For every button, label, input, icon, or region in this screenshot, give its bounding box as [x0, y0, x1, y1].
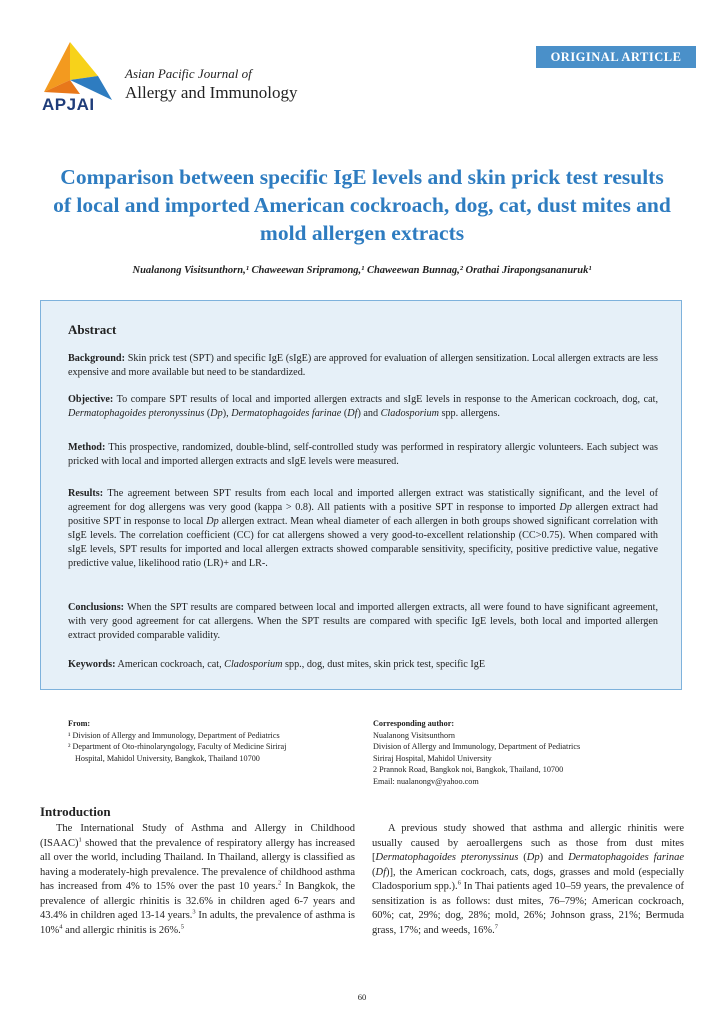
- corresponding-email: Email: nualanongv@yahoo.com: [373, 776, 479, 786]
- corresponding-name: Nualanong Visitsunthorn: [373, 730, 455, 740]
- affiliation-2-cont: Hospital, Mahidol University, Bangkok, Thailand 10700: [75, 753, 260, 763]
- corresponding-author-block: [373, 718, 693, 787]
- corresponding-division: Division of Allergy and Immunology, Department of Pediatrics: [373, 742, 581, 751]
- article-type-badge: ORIGINAL ARTICLE: [536, 46, 696, 68]
- introduction-left-column: The International Study of Asthma and Allergy in Childhood (ISAAC)$^1$ showed that the prevalence of respiratory allergy has increased all over the world, including Thailand. In Thailand, allergy is classified as having a moderately-high prevalence. The prevalence of childhood asthma has increased from 4% to 15% over the past 10 years.$^2$ In Bangkok, the prevalence of allergic rhinitis is 32.6% in children aged 6-7 years and 43.4% in children aged 13-14 years.$^3$ In adults, the prevalence of asthma is 10%$^4$ and allergic rhinitis is 26%.$^5$: [40, 823, 355, 936]
- corresponding-address: 2 Prannok Road, Bangkok noi, Bangkok, Thailand, 10700: [373, 765, 564, 774]
- affiliation-2: ² Department of Oto-rhinolaryngology, Faculty of Medicine Siriraj: [68, 742, 287, 751]
- corresponding-heading: Corresponding author:: [373, 719, 455, 728]
- abstract-method: Method: This prospective, randomized, double-blind, self-controlled study was performed in respiratory allergic volunteers. Each subject was pricked with local and imported allergen extracts and sIgE levels were measured.: [68, 442, 658, 467]
- logo-text: APJAI: [42, 95, 95, 114]
- introduction-heading: Introduction: [40, 804, 111, 819]
- abstract-objective: Objective: To compare SPT results of local and imported allergen extracts and sIgE levels in response to the American cockroach, dog, cat, Dermatophagoides pteronyssinus (Dp), Dermatophagoides farinae (Df) and Cladosporium spp. allergens.: [68, 394, 658, 419]
- from-heading: From:: [68, 719, 91, 728]
- abstract-keywords: Keywords: American cockroach, cat, Cladosporium spp., dog, dust mites, skin prick test, specific IgE: [68, 659, 486, 670]
- author-list: Nualanong Visitsunthorn,¹ Chaweewan Sripramong,¹ Chaweewan Bunnag,² Orathai Jirapongsananuruk¹: [132, 265, 592, 276]
- affiliations-block: [68, 718, 358, 764]
- abstract-conclusions: Conclusions: When the SPT results are compared between local and imported allergen extracts, all were found to have significant agreement, with very good agreement for cat allergens. When the SPT results are compared with specific IgE levels, both local and imported allergen extract provided comparable validity.: [68, 602, 658, 641]
- corresponding-hospital: Siriraj Hospital, Mahidol University: [373, 753, 492, 763]
- journal-name-line1: Asian Pacific Journal of: [125, 66, 252, 81]
- affiliation-1: ¹ Division of Allergy and Immunology, Department of Pediatrics: [68, 730, 280, 740]
- abstract-background: Background: Skin prick test (SPT) and specific IgE (sIgE) are approved for evaluation of allergen sensitization. Local allergen extracts are less expensive and more available but need to be standardized.: [68, 353, 658, 378]
- paper-title: Comparison between specific IgE levels and skin prick test results of local and imported American cockroach, dog, cat, dust mites and mold allergen extracts: [53, 165, 671, 245]
- page-number: 60: [357, 992, 367, 1002]
- journal-name-line2: Allergy and Immunology: [125, 83, 298, 102]
- introduction-right-column: A previous study showed that asthma and allergic rhinitis were usually caused by aeroallergens such as those from dust mites [Dermatophagoides pteronyssinus (Dp) and Dermatophagoides farinae (Df)], the American cockroach, cats, dogs, grasses and mold (especially Cladosporium spp.).$^6$ In Thai patients aged 10–59 years, the prevalence of sensitization is as follows: dust mites, 76–79%; American cockroach, 60%; cat, 29%; dog, 28%; mold, 26%; Johnson grass, 21%; Bermuda grass, 17%; and weeds, 16%.$^7$: [372, 823, 685, 936]
- abstract-results: Results: The agreement between SPT results from each local and imported allergen extract was statistically significant, and the level of agreement for dog allergens was very good (kappa > 0.8). All patients with a positive SPT in response to imported Dp allergen extract had positive SPT in response to local Dp allergen extract. Mean wheal diameter of each allergen in both groups showed significant correlation with sIgE levels. The correlation coefficient (CC) for cat allergens showed a very good-to-excellent relationship (CC>0.75). When compared with sIgE levels, SPT results for imported and local allergen extracts showed comparable sensitivity, specificity, positive predictive value, negative predictive value, likelihood ratio (LR)+ and LR-.: [68, 488, 659, 569]
- abstract-heading: Abstract: [68, 322, 117, 337]
